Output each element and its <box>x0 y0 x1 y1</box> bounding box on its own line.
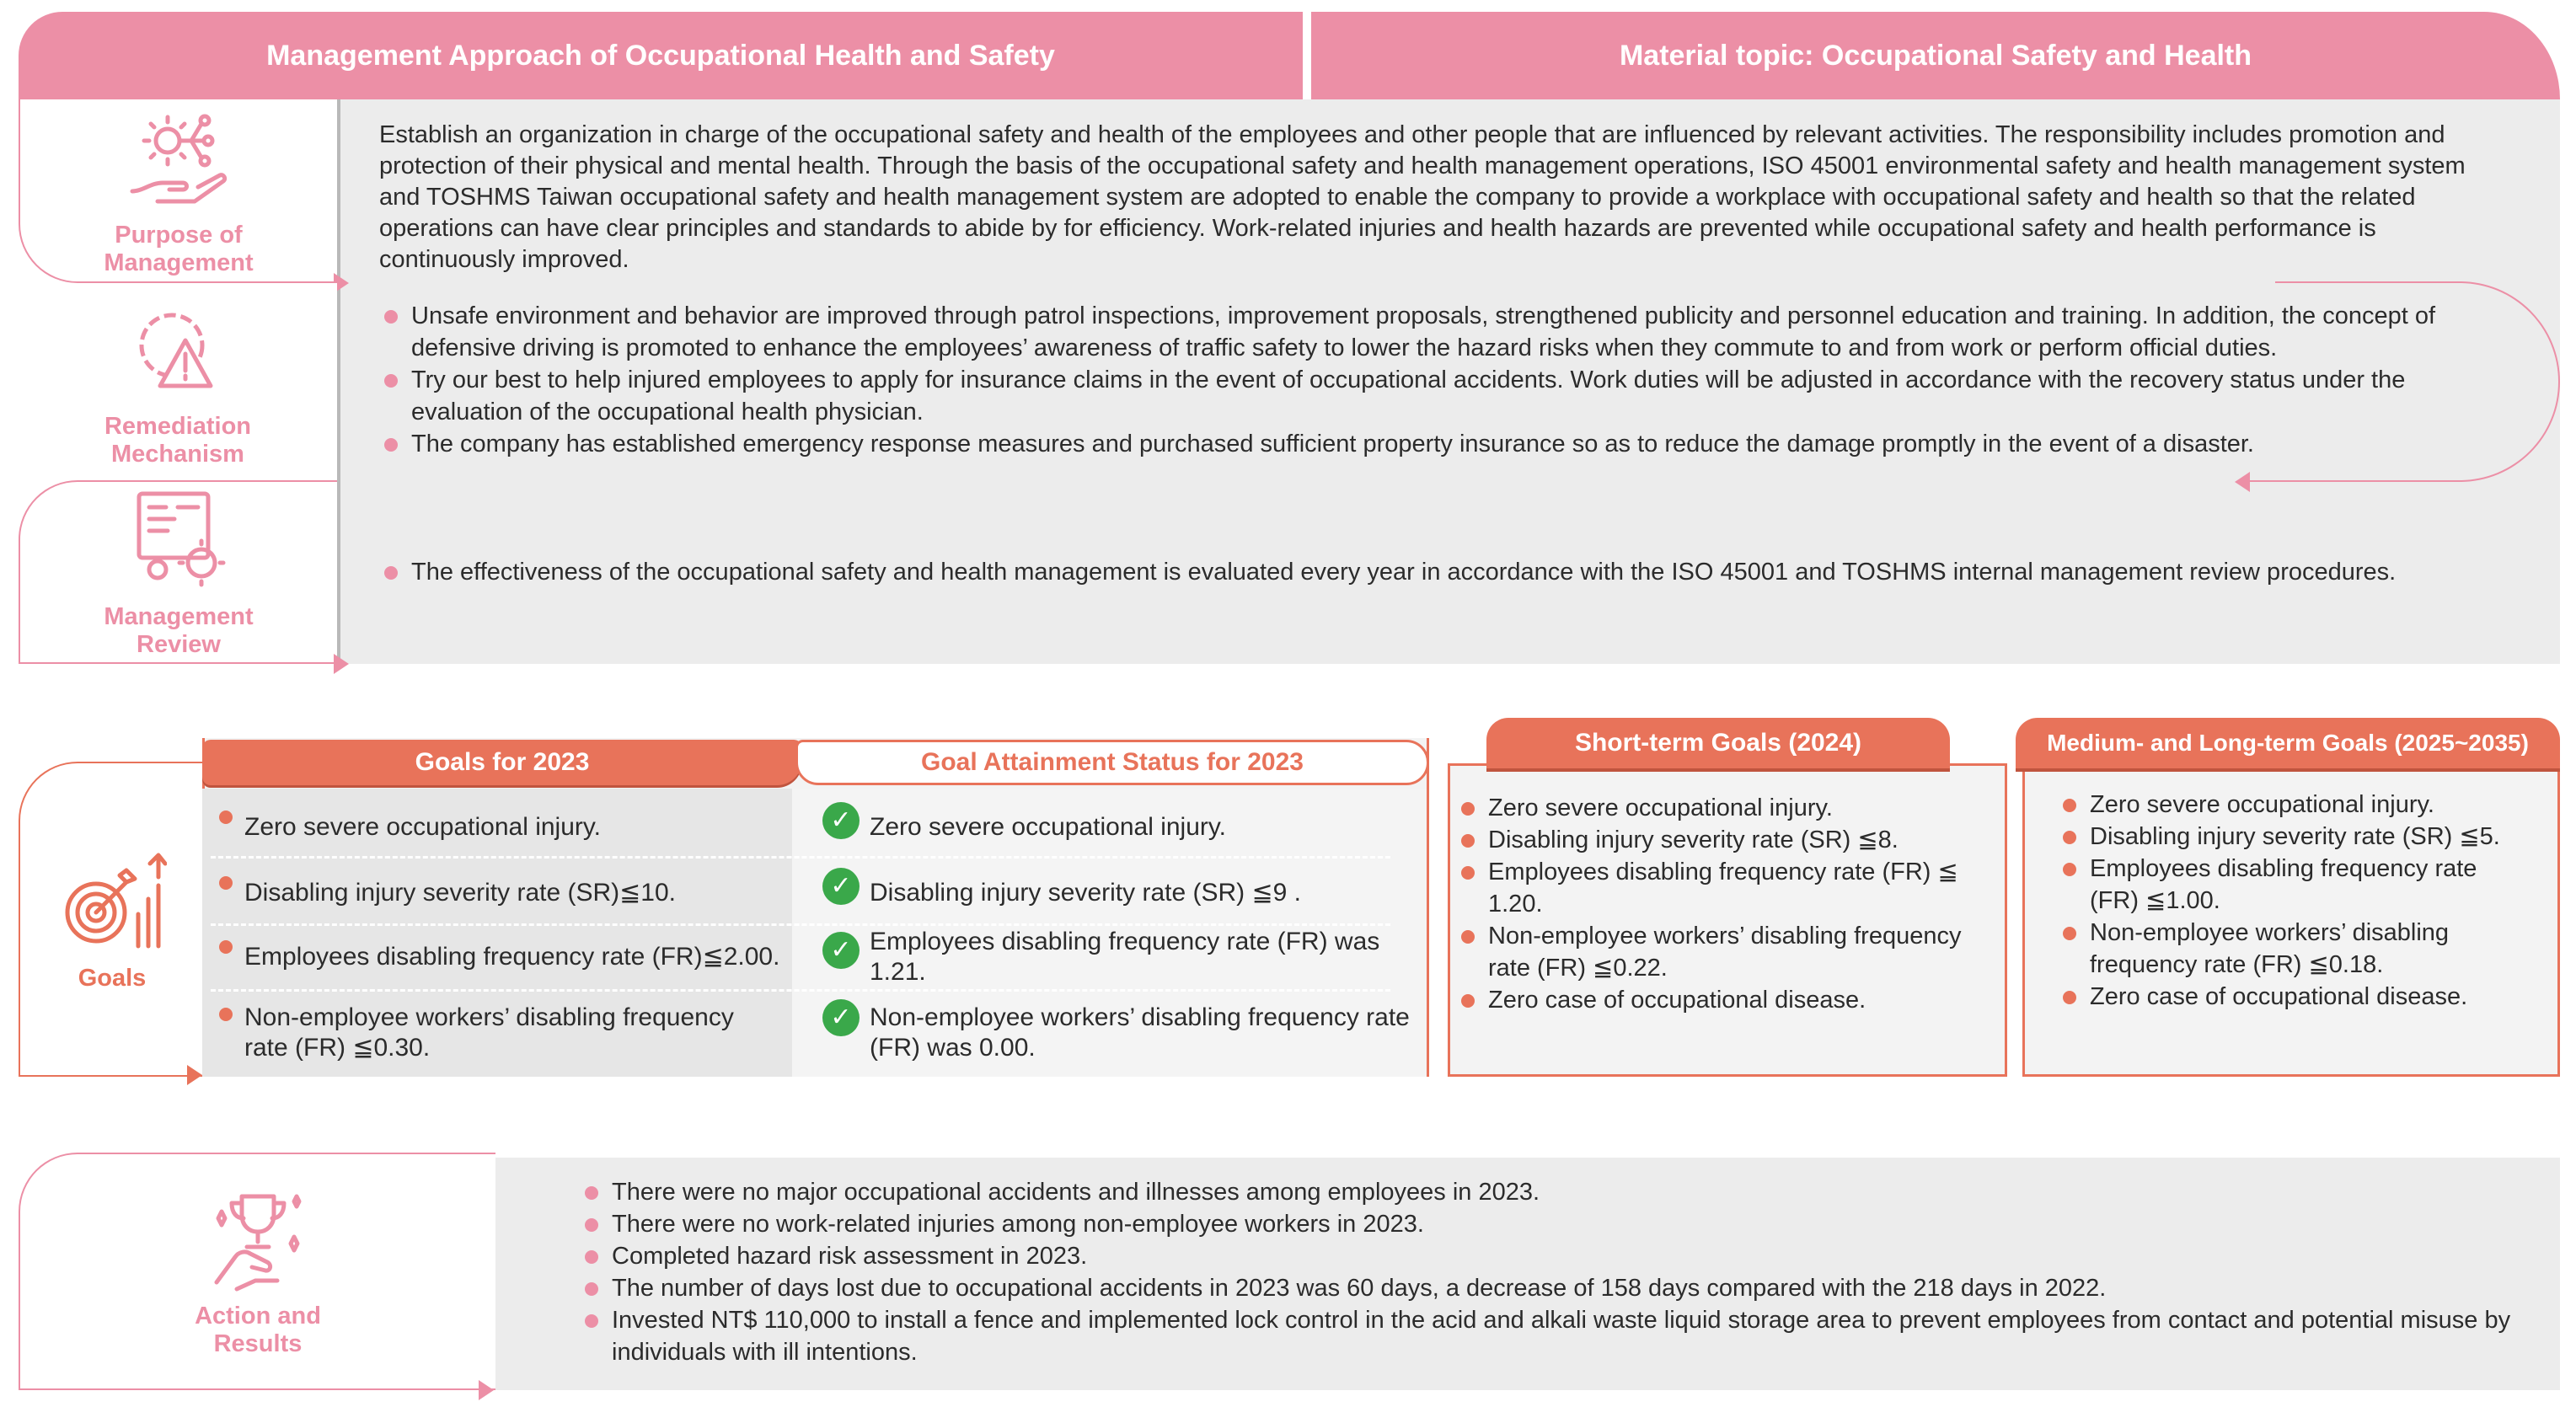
goals-label: Goals <box>78 964 147 992</box>
attainment-row <box>822 999 1412 1067</box>
tab-goals <box>19 762 204 1077</box>
attainment-text: Zero severe occupational injury. <box>870 813 1226 841</box>
gear-hand-icon <box>124 104 233 213</box>
long-term-header <box>2016 718 2560 768</box>
long-term-item: Zero severe occupational injury. <box>2058 789 2530 821</box>
attainment-row <box>822 868 1421 918</box>
attainment-header <box>795 740 1429 785</box>
action-item: There were no major occupational accidents and illnesses among employees in 2023. <box>580 1176 2535 1208</box>
goals-2023-header <box>202 740 802 785</box>
short-term-header <box>1486 718 1950 768</box>
review-label-1: Management <box>104 603 254 630</box>
long-term-item: Non-employee workers’ disabling frequency rate (FR) ≦0.18. <box>2058 917 2530 981</box>
long-term-item: Employees disabling frequency rate (FR) ≦1.00. <box>2058 853 2530 917</box>
row-separator <box>211 989 1390 992</box>
purpose-label-2: Management <box>104 249 254 276</box>
remediation-item: Try our best to help injured employees to apply for insurance claims in the event of occupational accidents. Work duties will be adjusted in accordance with the recovery status under the evaluation of the occupational health physician. <box>379 364 2511 428</box>
purpose-text: Establish an organization in charge of the occupational safety and health of the employees and other people that are influenced by relevant activities. The responsibility includes promotion and protection of their physical and mental health. Through the basis of the occupational safety and health management operations, ISO 45001 environmental safety and health management system and TOSHMS Taiwan occupational safety and health management system are adopted to enable the company to provide a workplace with occupational safety and health so that the related operations can have clear principles and standards to abide by for efficiency. Work-related injuries and health hazards are prevented while occupational safety and health performance is continuously improved. <box>379 121 2466 273</box>
row-separator <box>211 923 1390 926</box>
arrow-left-icon <box>2235 472 2250 492</box>
remediation-label-1: Remediation <box>104 413 252 440</box>
short-term-item: Disabling injury severity rate (SR) ≦8. <box>1456 824 1995 856</box>
goal-2023-row <box>202 802 792 853</box>
attainment-row <box>822 928 1422 986</box>
long-term-list <box>2058 789 2530 1013</box>
goal-2023-row <box>202 932 792 982</box>
attainment-text: Employees disabling frequency rate (FR) was 1.21. <box>870 928 1380 986</box>
action-label-1: Action and <box>195 1303 321 1329</box>
review-item: The effectiveness of the occupational safety and health management is evaluated every year in accordance with the ISO 45001 and TOSHMS internal management review procedures. <box>379 556 2511 588</box>
action-label-2: Results <box>213 1330 303 1357</box>
short-term-item: Zero case of occupational disease. <box>1456 984 1995 1016</box>
document-gear-icon <box>124 485 233 595</box>
remediation-list <box>379 300 2511 460</box>
tab-management-review <box>19 480 337 664</box>
bullet-dot <box>219 1008 233 1021</box>
short-term-title: Short-term Goals (2024) <box>1574 729 1862 757</box>
tab-purpose-of-management <box>19 99 337 283</box>
remediation-label-2: Mechanism <box>111 441 244 468</box>
header-right-title: Material topic: Occupational Safety and Health <box>1619 39 2252 72</box>
arrow-right-icon-2 <box>334 654 349 674</box>
action-list <box>580 1176 2535 1368</box>
bullet-dot <box>219 940 233 954</box>
goal-text: Employees disabling frequency rate (FR)≦2.00. <box>244 943 780 971</box>
check-circle-icon: ✓ <box>822 868 860 905</box>
attainment-text: Non-employee workers’ disabling frequency rate (FR) was 0.00. <box>870 1003 1410 1062</box>
row-separator <box>211 856 1390 859</box>
short-term-item: Employees disabling frequency rate (FR) ≦ 1.20. <box>1456 856 1995 920</box>
attainment-row <box>822 802 1421 853</box>
remediation-item: The company has established emergency response measures and purchased sufficient property insurance so as to reduce the damage promptly in the event of a disaster. <box>379 428 2511 460</box>
goal-text: Disabling injury severity rate (SR)≦10. <box>244 879 676 907</box>
goal-text: Zero severe occupational injury. <box>244 813 601 841</box>
gear-warning-icon <box>123 295 233 404</box>
goals-2023-title: Goals for 2023 <box>415 748 590 776</box>
long-term-title: Medium- and Long-term Goals (2025~2035) <box>2047 730 2529 756</box>
check-circle-icon: ✓ <box>822 999 860 1036</box>
arrow-right-icon-4 <box>479 1380 494 1400</box>
action-item: Completed hazard risk assessment in 2023. <box>580 1240 2535 1272</box>
action-item: Invested NT$ 110,000 to install a fence and implemented lock control in the acid and alkali waste liquid storage area to prevent employees from contact and potential misuse by individuals with ill intentions. <box>580 1304 2535 1368</box>
target-chart-icon <box>57 847 167 956</box>
short-term-item: Non-employee workers’ disabling frequency rate (FR) ≦0.22. <box>1456 920 1995 984</box>
bullet-dot <box>219 876 233 890</box>
long-term-item: Disabling injury severity rate (SR) ≦5. <box>2058 821 2530 853</box>
attainment-text: Disabling injury severity rate (SR) ≦9 . <box>870 879 1301 907</box>
action-item: There were no work-related injuries among non-employee workers in 2023. <box>580 1208 2535 1240</box>
short-term-list <box>1456 792 1995 1016</box>
goal-text: Non-employee workers’ disabling frequency rate (FR) ≦0.30. <box>244 1003 734 1062</box>
action-item: The number of days lost due to occupational accidents in 2023 was 60 days, a decrease of 158 days compared with the 218 days in 2022. <box>580 1272 2535 1304</box>
attainment-title: Goal Attainment Status for 2023 <box>921 748 1304 776</box>
trophy-hand-icon <box>203 1185 313 1294</box>
arrow-right-icon-3 <box>187 1065 202 1085</box>
purpose-label-1: Purpose of <box>115 222 243 249</box>
header-material-topic <box>1311 12 2560 99</box>
review-list <box>379 556 2511 588</box>
remediation-item: Unsafe environment and behavior are improved through patrol inspections, improvement proposals, strengthened publicity and personnel education and training. In addition, the concept of defensive driving is promoted to enhance the employees’ awareness of traffic safety to lower the hazard risks when they commute to and from work or perform official duties. <box>379 300 2511 364</box>
goal-2023-row <box>202 868 792 918</box>
check-circle-icon: ✓ <box>822 932 860 969</box>
header-management-approach <box>19 12 1303 99</box>
long-term-item: Zero case of occupational disease. <box>2058 981 2530 1013</box>
loop-connector-tail <box>2250 480 2277 482</box>
check-circle-icon: ✓ <box>822 802 860 839</box>
bullet-dot <box>219 810 233 824</box>
tab-remediation-mechanism <box>19 283 337 480</box>
review-label-2: Review <box>137 631 221 658</box>
goal-2023-row <box>202 999 784 1067</box>
short-term-item: Zero severe occupational injury. <box>1456 792 1995 824</box>
tab-action-and-results <box>19 1153 495 1390</box>
header-left-title: Management Approach of Occupational Health and Safety <box>266 39 1055 72</box>
